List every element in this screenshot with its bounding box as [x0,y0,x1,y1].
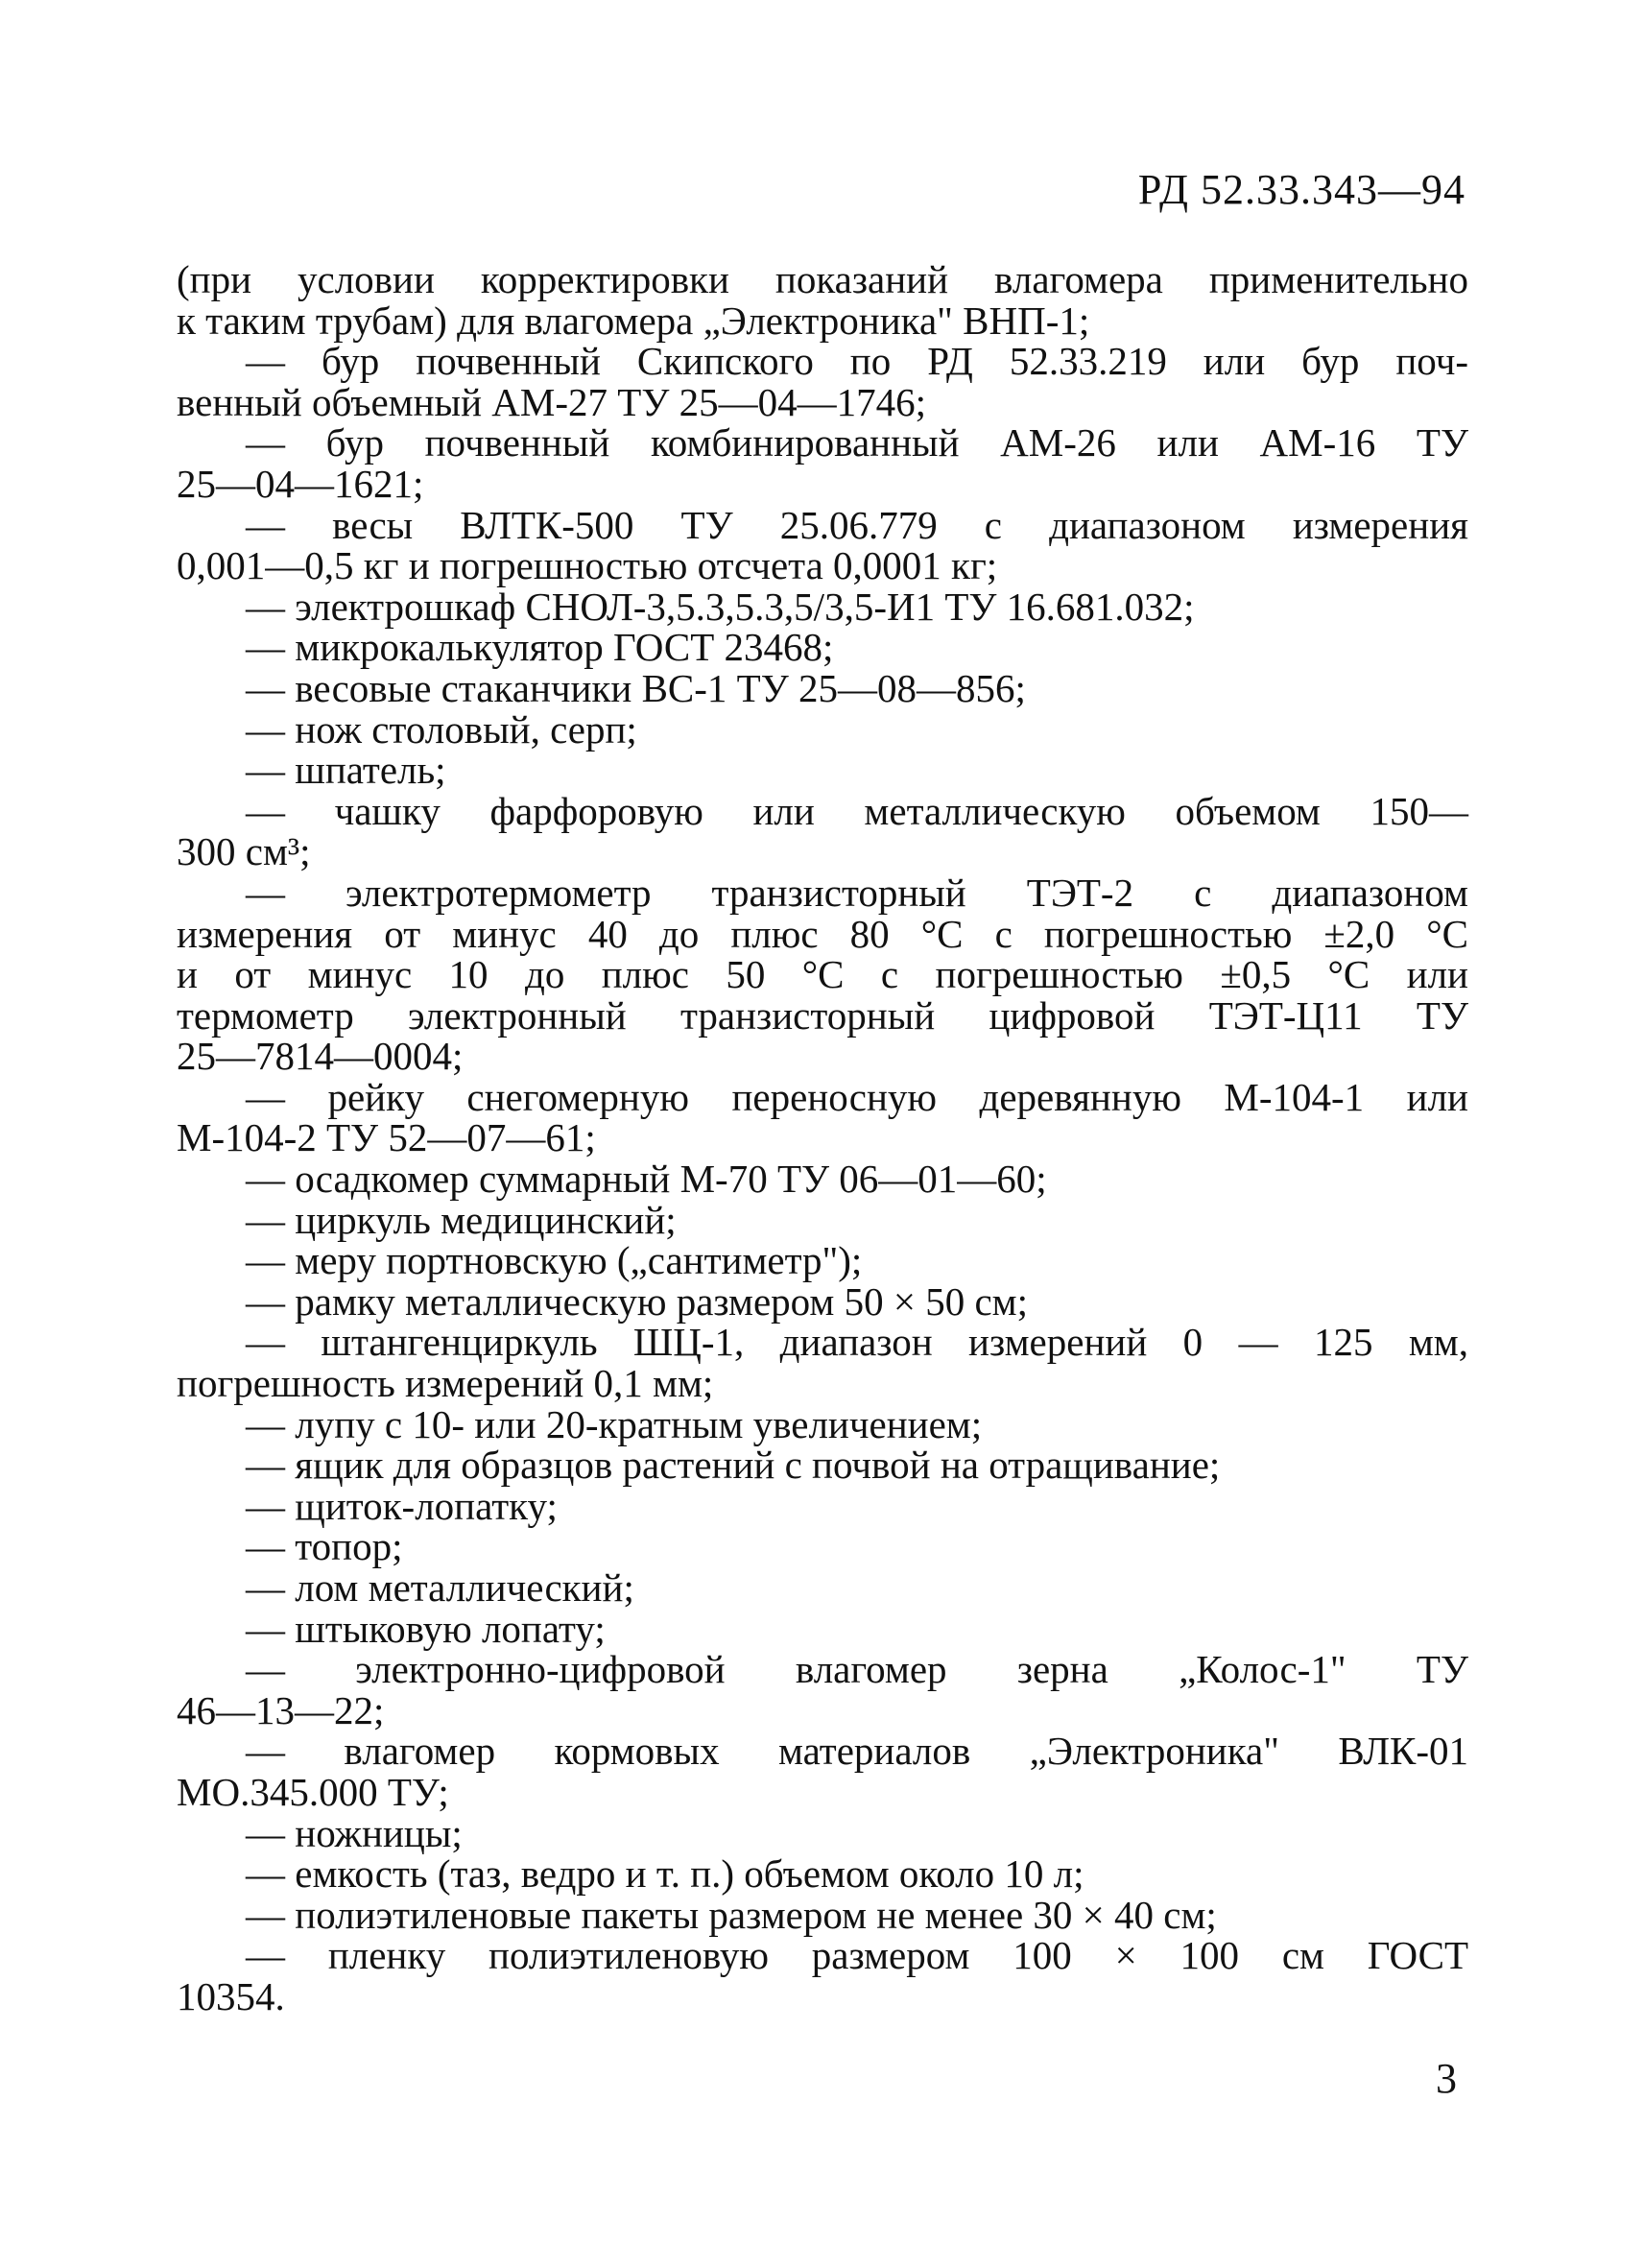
text-line: — электрошкаф СНОЛ-3,5.3,5.3,5/3,5-И1 ТУ 16.681.032; [246,584,1195,629]
text-line: — штангенциркуль ШЦ-1, диапазон измерений 0 — 125 мм, [246,1320,1468,1365]
text-line: — лупу с 10- или 20-кратным увеличением; [246,1401,983,1446]
text-line: МО.345.000 ТУ; [177,1769,449,1814]
text-line: — весовые стаканчики ВС-1 ТУ 25—08—856; [246,665,1026,710]
text-line: — ящик для образцов растений с почвой на отращивание; [246,1443,1221,1488]
text-line: — электротермометр транзисторный ТЭТ-2 с диапазоном [246,870,1468,915]
text-line: — микрокалькулятор ГОСТ 23468; [246,625,834,670]
text-line: — весы ВЛТК-500 ТУ 25.06.779 с диапазоном измерения [246,502,1468,547]
text-line: 0,001—0,5 кг и погрешностью отсчета 0,0001 кг; [177,543,998,588]
text-line: — штыковую лопату; [246,1606,606,1651]
text-line: венный объемный АМ-27 ТУ 25—04—1746; [177,379,926,424]
text-line: — электронно-цифровой влагомер зерна „Колос-1" ТУ [246,1647,1468,1692]
text-line: — топор; [246,1524,403,1569]
text-line: — пленку полиэтиленовую размером 100 × 100 см ГОСТ [246,1933,1468,1978]
text-line: и от минус 10 до плюс 50 °С с погрешностью ±0,5 °С или [177,952,1468,997]
text-line: — влагомер кормовых материалов „Электроника" ВЛК-01 [246,1729,1468,1774]
text-line: — нож столовый, серп; [246,706,637,752]
text-line: — циркуль медицинский; [246,1197,677,1242]
text-line: 300 см³; [177,829,311,874]
text-line: — полиэтиленовые пакеты размером не менее 30 × 40 см; [246,1892,1217,1937]
equipment-list-body [177,259,1468,2017]
text-line: измерения от минус 40 до плюс 80 °С с погрешностью ±2,0 °С [177,911,1468,956]
text-line: 46—13—22; [177,1687,385,1732]
text-line: — щиток-лопатку; [246,1483,558,1528]
text-line: (при условии корректировки показаний влагомера применительно [177,257,1468,301]
text-line: — осадкомер суммарный М-70 ТУ 06—01—60; [246,1157,1047,1202]
text-line: — рамку металлическую размером 50 × 50 см; [246,1278,1028,1324]
text-line: — меру портновскую („сантиметр"); [246,1238,863,1283]
text-line: 25—7814—0004; [177,1034,464,1079]
text-line: термометр электронный транзисторный цифровой ТЭТ-Ц11 ТУ [177,992,1468,1038]
text-line: — бур почвенный комбинированный АМ-26 или АМ-16 ТУ [246,420,1468,466]
text-line: — рейку снегомерную переносную деревянную М-104-1 или [246,1074,1468,1119]
text-line: — бур почвенный Скипского по РД 52.33.219 или бур поч- [246,339,1468,384]
text-line: М-104-2 ТУ 52—07—61; [177,1115,596,1160]
text-line: — емкость (таз, ведро и т. п.) объемом около 10 л; [246,1851,1084,1897]
document-code-header: РД 52.33.343—94 [1137,166,1465,213]
text-line: — ножницы; [246,1810,463,1855]
text-line: — шпатель; [246,748,446,793]
page-number: 3 [1436,2055,1457,2102]
text-line: — чашку фарфоровую или металлическую объемом 150— [246,788,1468,833]
text-line: 25—04—1621; [177,461,424,506]
text-line: погрешность измерений 0,1 мм; [177,1361,714,1406]
text-line: — лом металлический; [246,1565,634,1610]
text-line: 10354. [177,1973,285,2018]
text-line: к таким трубам) для влагомера „Электроника" ВНП-1; [177,298,1090,343]
